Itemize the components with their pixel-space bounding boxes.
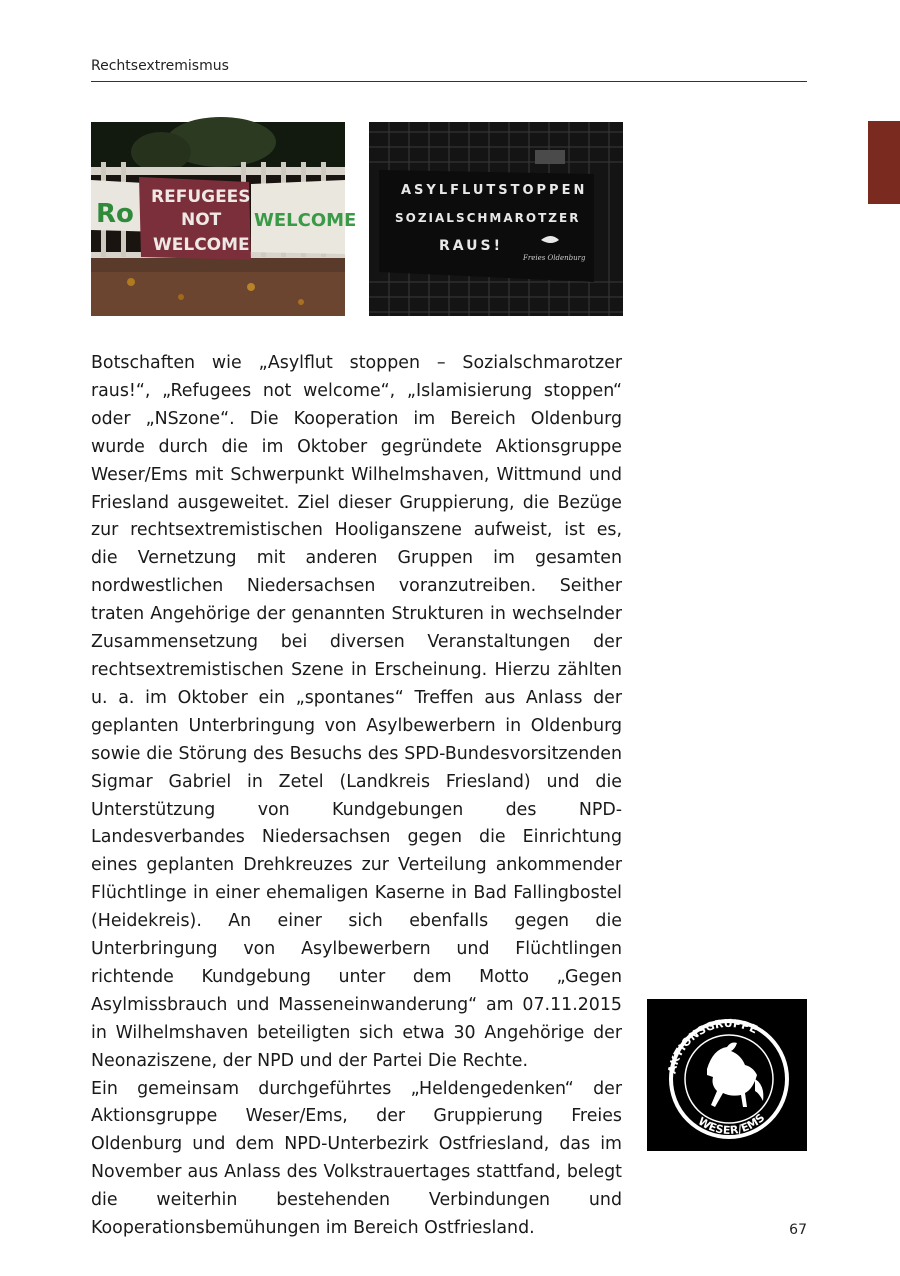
banner-main-line2: NOT	[181, 210, 222, 230]
header-rule	[91, 81, 807, 82]
photo-asylflut-sign	[369, 122, 623, 316]
sign-line3: RAUS!	[439, 238, 504, 254]
sign-signature: Freies Oldenburg	[523, 254, 586, 262]
photo-refugees-banner	[91, 122, 357, 316]
page-number: 67	[789, 1222, 807, 1238]
banner-main-line1: REFUGEES	[151, 187, 251, 207]
paragraph-1: Botschaften wie „Asylflut stoppen – Sozialschmarotzer raus!“, „Refugees not welcome“, „Islamisierung stoppen“ oder „NSzone“. Die Kooperation im Bereich Oldenburg wurde durch die im Oktober gegründete Aktionsgruppe Weser/Ems mit Schwerpunkt Wilhelmshaven, Wittmund und Friesland ausgeweitet. Ziel dieser Gruppierung, die Bezüge zur rechtsextremistischen Hooliganszene aufweist, ist es, die Vernetzung mit anderen Gruppen im gesamten nordwestlichen Niedersachsen voranzutreiben. Seither traten Angehörige der genannten Strukturen in wechselnder Zusammensetzung bei diversen Veranstaltungen der rechtsextremistischen Szene in Erscheinung. Hierzu zählten u. a. im Oktober ein „spontanes“ Treffen aus Anlass der geplanten Unterbringung von Asylbewerbern in Oldenburg sowie die Störung des Besuchs des SPD-Bundesvorsitzenden Sigmar Gabriel in Zetel (Landkreis Friesland) und die Unterstützung von Kundgebungen des NPD-Landesverbandes Niedersachsen gegen die Einrichtung eines geplanten Drehkreuzes zur Verteilung ankommender Flüchtlinge in einer ehemaligen Kaserne in Bad Fallingbostel (Heidekreis). An einer sich ebenfalls gegen die Unterbringung von Asylbewerbern und Flüchtlingen richtende Kundgebung unter dem Motto „Gegen Asylmissbrauch und Masseneinwanderung“ am 07.11.2015 in Wilhelmshaven beteiligten sich etwa 30 Angehörige der Neonaziszene, der NPD und der Partei Die Rechte.	[91, 353, 622, 1071]
aktionsgruppe-logo	[647, 999, 807, 1151]
body-text	[91, 350, 622, 1243]
logo-top-text: AKTIONSGRUPPE	[665, 1016, 760, 1075]
paragraph-2: Ein gemeinsam durchgeführtes „Heldengedenken“ der Aktionsgruppe Weser/Ems, der Gruppierung Freies Oldenburg und dem NPD-Unterbezirk Ostfriesland, das im November aus Anlass des Volkstrauertages stattfand, belegt die weiterhin bestehenden Verbindungen und Kooperationsbemühungen im Bereich Ostfriesland.	[91, 1078, 622, 1239]
chapter-tab	[868, 121, 900, 204]
banner-main-line3: WELCOME	[153, 235, 250, 255]
sign-line1: ASYLFLUTSTOPPEN	[401, 183, 588, 198]
running-header: Rechtsextremismus	[91, 58, 229, 74]
banner-left-text: Ro	[96, 199, 134, 229]
banner-right-text: WELCOME	[254, 210, 357, 231]
sign-line2: SOZIALSCHMAROTZER	[395, 211, 581, 225]
logo-bottom-text: WESER/EMS	[695, 1111, 768, 1138]
